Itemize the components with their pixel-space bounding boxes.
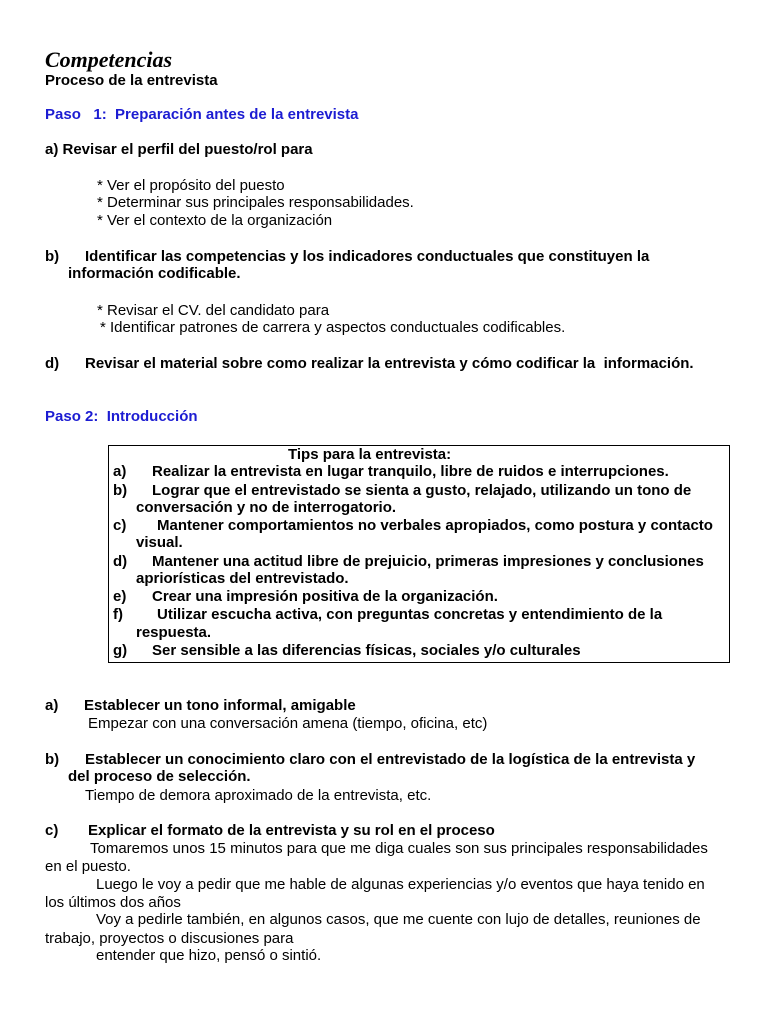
- tip-text-cont: conversación y no de interrogatorio.: [136, 499, 397, 516]
- step2-item-c-marker: c): [45, 822, 59, 839]
- step1-item-d-text: Revisar el material sobre como realizar la entrevista y cómo codificar la información.: [85, 355, 694, 372]
- tip-text: Realizar la entrevista en lugar tranquilo, libre de ruidos e interrupciones.: [152, 463, 669, 480]
- tip-text: Crear una impresión positiva de la organización.: [152, 588, 498, 605]
- step2-item-c-line: Luego le voy a pedir que me hable de algunas experiencias y/o eventos que haya tenido en: [96, 876, 705, 893]
- tip-marker: f): [113, 606, 123, 623]
- step1-item-a-bullet: * Determinar sus principales responsabilidades.: [97, 194, 414, 211]
- step1-item-b-text-cont: información codificable.: [68, 265, 241, 282]
- step2-item-c-line: Voy a pedirle también, en algunos casos, que me cuente con lujo de detalles, reuniones de: [96, 911, 701, 928]
- step1-item-b-bullet: * Revisar el CV. del candidato para: [97, 302, 330, 319]
- step2-item-b-title-cont: del proceso de selección.: [68, 768, 251, 785]
- tip-text-cont: visual.: [136, 534, 183, 551]
- step1-heading: Paso 1: Preparación antes de la entrevista: [45, 106, 359, 123]
- step1-item-b-bullet: * Identificar patrones de carrera y aspectos conductuales codificables.: [100, 319, 566, 336]
- tip-marker: d): [113, 553, 128, 570]
- tip-text: Mantener comportamientos no verbales apropiados, como postura y contacto: [157, 517, 713, 534]
- tip-text: Ser sensible a las diferencias físicas, sociales y/o culturales: [152, 642, 581, 659]
- step1-item-d-marker: d): [45, 355, 60, 372]
- document-subtitle: Proceso de la entrevista: [45, 72, 218, 89]
- step2-item-a-marker: a): [45, 697, 59, 714]
- step2-item-b-marker: b): [45, 751, 60, 768]
- document-title: Competencias: [45, 47, 173, 72]
- tip-marker: a): [113, 463, 127, 480]
- step2-item-a-note: Empezar con una conversación amena (tiempo, oficina, etc): [88, 715, 488, 732]
- step2-item-c-line: en el puesto.: [45, 858, 131, 875]
- step2-item-a-title: Establecer un tono informal, amigable: [84, 697, 356, 714]
- step1-item-a-bullet: * Ver el propósito del puesto: [97, 177, 285, 194]
- step2-item-c-line: los últimos dos años: [45, 894, 181, 911]
- tip-text: Lograr que el entrevistado se sienta a gusto, relajado, utilizando un tono de: [152, 482, 692, 499]
- step1-item-b-marker: b): [45, 248, 60, 265]
- tip-marker: g): [113, 642, 128, 659]
- step2-heading: Paso 2: Introducción: [45, 408, 198, 425]
- step1-item-a: a) Revisar el perfil del puesto/rol para: [45, 141, 313, 158]
- tip-marker: e): [113, 588, 127, 605]
- step2-item-c-line: trabajo, proyectos o discusiones para: [45, 930, 294, 947]
- tip-marker: c): [113, 517, 127, 534]
- step2-item-b-title: Establecer un conocimiento claro con el entrevistado de la logística de la entrevista y: [85, 751, 696, 768]
- step1-item-a-bullet: * Ver el contexto de la organización: [97, 212, 333, 229]
- step2-item-c-title: Explicar el formato de la entrevista y su rol en el proceso: [88, 822, 495, 839]
- tip-text: Mantener una actitud libre de prejuicio, primeras impresiones y conclusiones: [152, 553, 704, 570]
- step2-item-b-note: Tiempo de demora aproximado de la entrevista, etc.: [85, 787, 432, 804]
- step1-item-b-text: Identificar las competencias y los indicadores conductuales que constituyen la: [85, 248, 650, 265]
- tip-text-cont: respuesta.: [136, 624, 212, 641]
- step2-item-c-line: entender que hizo, pensó o sintió.: [96, 947, 322, 964]
- step2-item-c-line: Tomaremos unos 15 minutos para que me diga cuales son sus principales responsabilidades: [90, 840, 708, 857]
- tips-title: Tips para la entrevista:: [288, 446, 452, 463]
- tip-text-cont: apriorísticas del entrevistado.: [136, 570, 349, 587]
- tip-marker: b): [113, 482, 128, 499]
- tip-text: Utilizar escucha activa, con preguntas concretas y entendimiento de la: [157, 606, 663, 623]
